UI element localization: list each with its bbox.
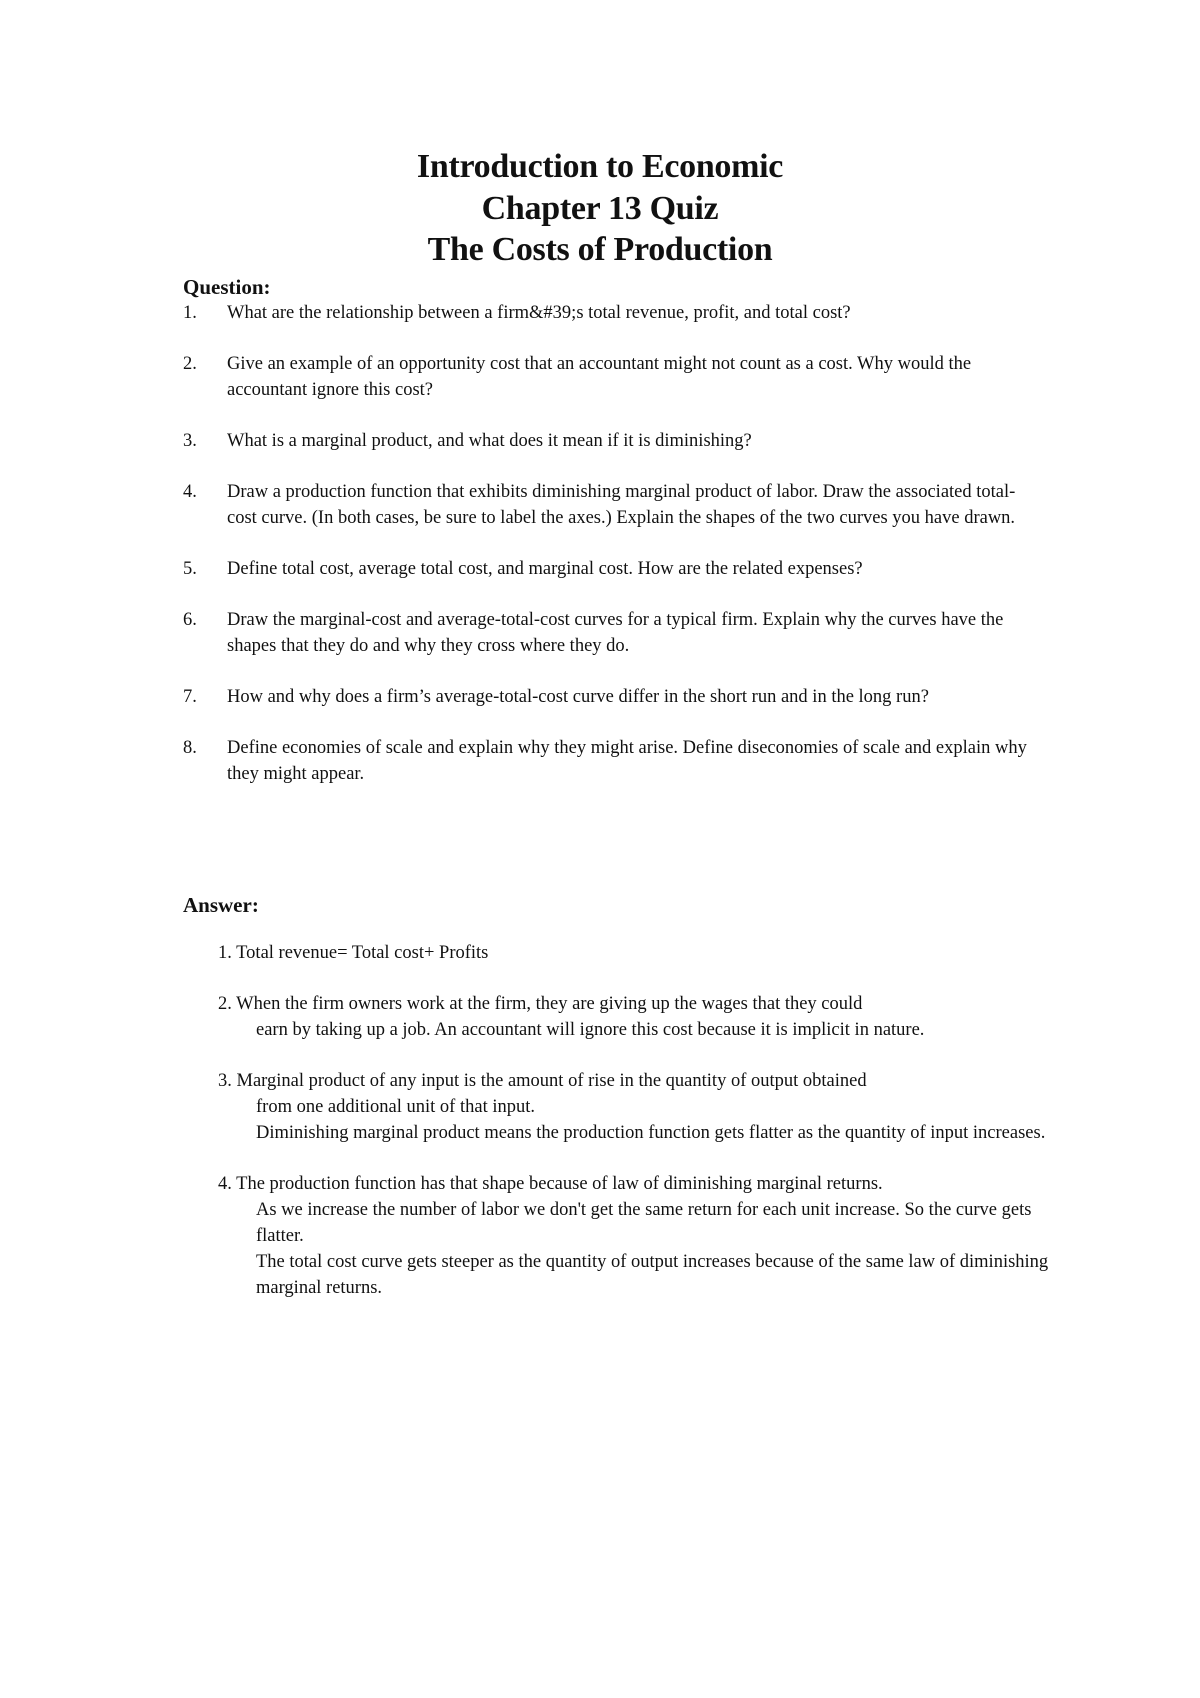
question-number: 5. [183,559,197,579]
question-heading: Question: [183,275,271,299]
title-line-2: Chapter 13 Quiz [481,189,719,227]
question-text: Give an example of an opportunity cost that an accountant might not count as a cost. Why would the accountant ignore this cost? [227,354,972,400]
answer-first-line: 1. Total revenue= Total cost+ Profits [218,943,489,963]
question-number: 1. [183,303,197,323]
answer-continuation: Diminishing marginal product means the production function gets flatter as the quantity of input increases. [256,1123,1046,1143]
question-item [183,684,1043,710]
title-line-3: The Costs of Production [427,231,773,268]
question-number: 3. [183,431,197,451]
question-item [183,735,1043,787]
question-text: Define total cost, average total cost, and marginal cost. How are the related expenses? [227,559,863,579]
question-item [183,300,1043,326]
question-text: How and why does a firm’s average-total-cost curve differ in the short run and in the long run? [227,687,929,707]
answer-continuation: The total cost curve gets steeper as the quantity of output increases because of the same law of diminishing marginal returns. [256,1252,1049,1298]
answer-first-line: 3. Marginal product of any input is the amount of rise in the quantity of output obtained [218,1071,867,1091]
question-text: Draw a production function that exhibits diminishing marginal product of labor. Draw the associated total-cost curve. (In both cases, be sure to label the axes.) Explain the shapes of the two curves you have drawn. [227,482,1016,528]
question-item [183,607,1043,659]
question-text: Draw the marginal-cost and average-total-cost curves for a typical firm. Explain why the curves have the shapes that they do and why they cross where they do. [227,610,1004,656]
answer-item [218,1068,1058,1146]
question-text: What are the relationship between a firm&#39;s total revenue, profit, and total cost? [227,303,851,323]
question-number: 8. [183,738,197,758]
question-number: 2. [183,354,197,374]
question-number: 7. [183,687,197,707]
answer-list [218,940,1058,1326]
answer-continuation: from one additional unit of that input. [256,1097,535,1117]
answer-first-line: 2. When the firm owners work at the firm, they are giving up the wages that they could [218,994,863,1014]
answer-first-line: 4. The production function has that shape because of law of diminishing marginal returns. [218,1174,883,1194]
question-item [183,556,1043,582]
title-line-1: Introduction to Economic [416,148,784,185]
question-item [183,479,1043,531]
question-number: 6. [183,610,197,630]
question-list [183,300,1043,812]
question-item [183,428,1043,454]
question-text: What is a marginal product, and what does it mean if it is diminishing? [227,431,752,451]
answer-item [218,991,1058,1043]
answer-continuation: As we increase the number of labor we don't get the same return for each unit increase. So the curve gets flatter. [256,1200,1032,1246]
question-item [183,351,1043,403]
question-number: 4. [183,482,197,502]
answer-item [218,940,1058,966]
answer-item [218,1171,1058,1301]
question-text: Define economies of scale and explain why they might arise. Define diseconomies of scale and explain why they might appear. [227,738,1027,784]
answer-heading: Answer: [183,893,259,917]
document-title [0,146,1200,271]
answer-continuation: earn by taking up a job. An accountant will ignore this cost because it is implicit in nature. [256,1020,925,1040]
